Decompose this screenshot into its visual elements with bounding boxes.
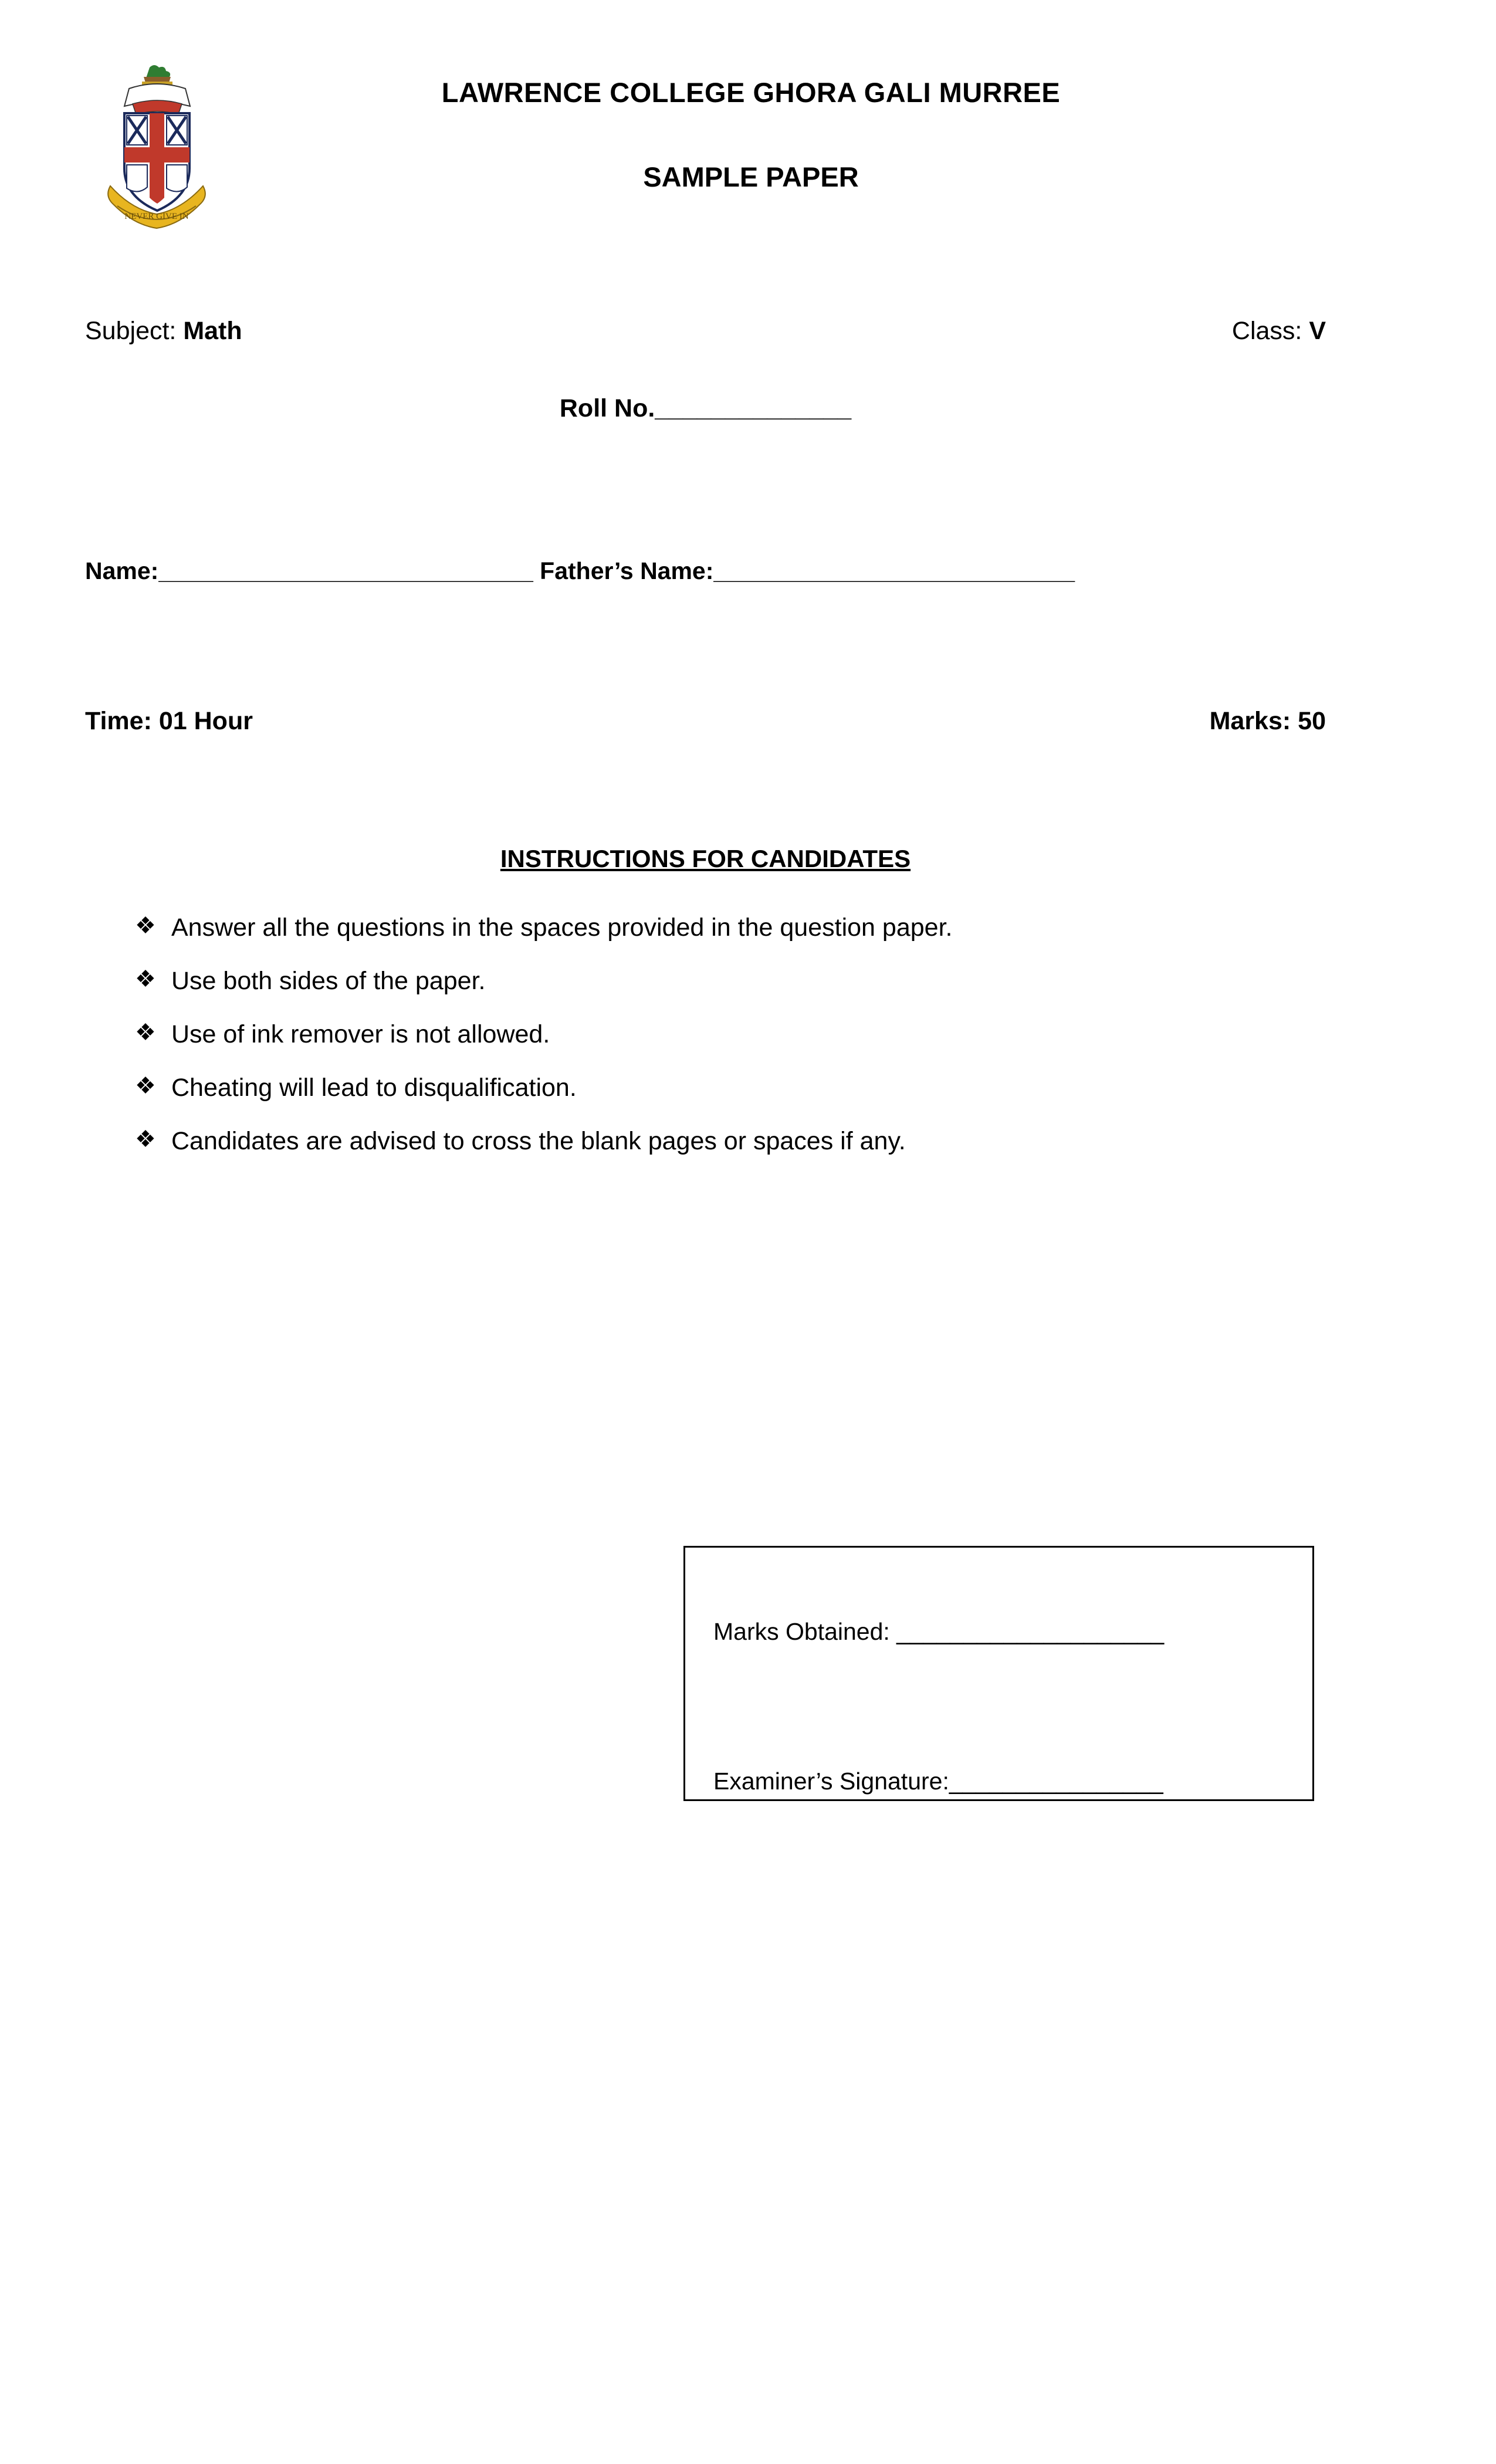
school-name: LAWRENCE COLLEGE GHORA GALI MURREE xyxy=(441,77,1061,108)
list-item xyxy=(135,966,1367,995)
paper-type: SAMPLE PAPER xyxy=(643,161,859,193)
roll-no-field[interactable]: Roll No.______________ xyxy=(559,394,852,422)
name-fathers-name-field[interactable]: Name:____________________________ Father’s Name:___________________________ xyxy=(85,557,1075,584)
header-title-block xyxy=(252,76,1250,193)
marks-obtained-box xyxy=(683,1546,1314,1801)
list-item-label: Candidates are advised to cross the blank pages or spaces if any. xyxy=(171,1127,906,1155)
subject-value: Math xyxy=(183,317,242,345)
list-item xyxy=(135,1022,1367,1047)
class-label: Class: xyxy=(1231,317,1302,345)
class-value: V xyxy=(1309,317,1326,345)
svg-text:NEVER GIVE IN: NEVER GIVE IN xyxy=(124,212,189,221)
subject-label: Subject: xyxy=(85,317,177,345)
time-marks-row xyxy=(85,707,1326,736)
class-group xyxy=(1232,317,1326,346)
diamond-bullet-icon: ❖ xyxy=(135,913,156,939)
instructions-title: INSTRUCTIONS FOR CANDIDATES xyxy=(500,845,911,872)
time-value: Time: 01 Hour xyxy=(85,707,253,735)
list-item xyxy=(135,1126,1367,1155)
list-item xyxy=(135,1075,1367,1101)
diamond-bullet-icon: ❖ xyxy=(135,1073,156,1099)
diamond-bullet-icon: ❖ xyxy=(135,1020,156,1045)
diamond-bullet-icon: ❖ xyxy=(135,966,156,992)
list-item-label: Use both sides of the paper. xyxy=(171,967,486,995)
examiner-signature-field[interactable]: Examiner’s Signature:________________ xyxy=(713,1768,1163,1795)
subject-class-row xyxy=(85,317,1326,346)
instructions-list xyxy=(135,915,1367,1182)
list-item-label: Cheating will lead to disqualification. xyxy=(171,1074,577,1102)
marks-obtained-field[interactable]: Marks Obtained: ____________________ xyxy=(713,1618,1165,1645)
diamond-bullet-icon: ❖ xyxy=(135,1126,156,1152)
list-item xyxy=(135,915,1367,940)
subject-group xyxy=(85,317,242,346)
college-crest-icon xyxy=(94,62,220,238)
list-item-label: Answer all the questions in the spaces provided in the question paper. xyxy=(171,913,953,942)
page-header xyxy=(0,0,1496,252)
list-item-label: Use of ink remover is not allowed. xyxy=(171,1020,550,1048)
marks-value: Marks: 50 xyxy=(1209,707,1326,735)
